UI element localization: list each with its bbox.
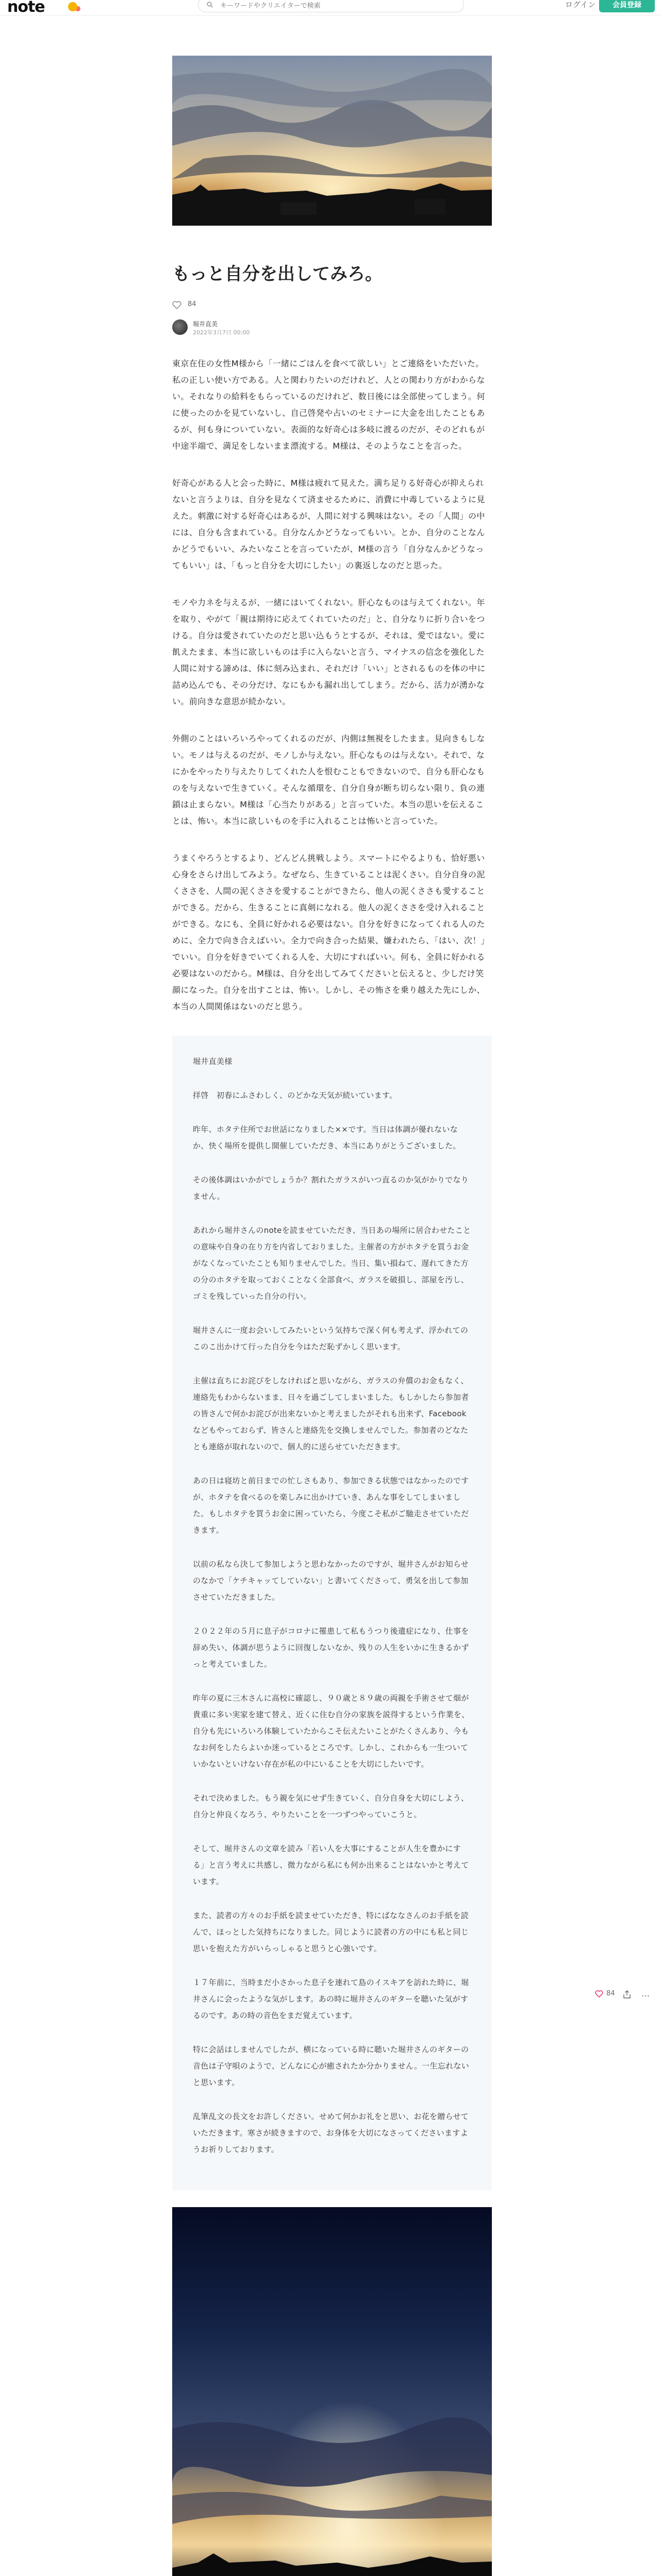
avatar[interactable] [172,319,188,335]
article-body [172,355,492,1015]
letter-paragraph: その後体調はいかがでしょうか？割れたガラスがいつ直るのか気がかりでなりません。 [193,1175,469,1201]
search-input[interactable] [219,1,448,11]
like-count: 84 [188,300,196,308]
heart-icon[interactable] [595,1990,603,1997]
body-paragraph: うまくやろうとするより、どんどん挑戦しよう。スマートにやるよりも、恰好悪い心身をさらけ出してみよう。なぜなら、生きていることは泥くさい。自分自身の泥くささを、人間の泥くささを愛することができたら、他人の泥くささも愛することができる。だから、生きることに真剣になれる。他人の泥くささを受け入れることができる。なにも、全員に好かれる必要はない。自分を好きになってくれる人のために、全力で向き合えばいい。全力で向き合った結果、嫌われたら、「はい、次！」でいい。自分を好きでいてくれる人を、大切にすればいい。何も、全員に好かれる必要はないのだから。M様は、自分を出してみてくださいと伝えると、少しだけ笑顔になった。自分を出すことは、怖い。しかし、その怖さを乗り越えた先にしか、本当の人間関係はないのだと思う。 [172,853,490,1011]
like-row [172,300,492,310]
logo-mark-icon [68,2,77,11]
bottom-photo [172,2207,492,2576]
note-logo[interactable]: note [7,0,45,16]
header-photo [172,56,492,226]
top-header [0,0,662,15]
body-paragraph: 好奇心がある人と会った時に、M様は疲れて見えた。満ち足りる好奇心が抑えられないと言うよりは、自分を見なくて済ませるために、消費に中毒しているように見えた。刺激に対する好奇心はあるが、人間に対する興味はない。その「人間」の中には、自分も含まれている。自分なんかどうなってもいい。とか、自分のことなんかどうでもいい、みたいなことを言っていたが、M様の言う「自分なんかどうなってもいい」は、「もっと自分を大切にしたい」の裏返しなのだと思った。 [172,478,485,570]
letter-paragraph: １７年前に、当時まだ小さかった息子を連れて島のイスキアを訪れた時に、堀井さんに会ったような気がします。あの時に堀井さんのギターを聴いた気がするのです。あの時の音色をまだ覚えています。 [193,1978,469,2020]
body-paragraph: モノや力ネを与えるが、一緒にはいてくれない。肝心なものは与えてくれない。年を取り、やがて「親は期待に応えてくれていたのだ」と、自分なりに折り合いをつける。自分は愛されていたのだと思い込もうとするが、それは、愛ではない。愛に飢えたまま、本当に欲しいものは手に入らないと言う、マイナスの信念を強化した人間に対する諦めは、体に刻み込まれ、それだけ「いい」とされるものを体の中に詰め込んでも、その分だけ、なにもかも漏れ出してしまう。だから、活力が湧かない。前向きな意思が続かない。 [172,598,486,706]
article-title: もっと自分を出してみろ。 [172,264,383,284]
search-icon [207,2,213,8]
floating-like-count: 84 [606,1990,615,1997]
heart-icon[interactable] [172,301,181,309]
letter-paragraph: 堀井さんに一度お会いしてみたいという気持ちで深く何も考えず、浮かれてのこのこ出かけて行った自分を今はただ恥ずかしく思います。 [193,1326,469,1351]
floating-actions [595,1989,657,2001]
more-options-icon[interactable]: … [641,1989,650,1998]
author-info [172,319,492,337]
letter-paragraph: ２０２２年の５月に息子がコロナに罹患して私もうつり後遺症になり、仕事を辞め失い、体調が思うように回復しないなか、残りの人生をいかに生きるかずっと考えていました。 [193,1626,469,1669]
signup-button[interactable]: 会員登録 [599,0,655,12]
letter-paragraph: そして、堀井さんの文章を読み「若い人を大事にすることが人生を豊かにする」と言う考えに共感し、微力ながら私にも何か出来ることはないかと考えています。 [193,1844,469,1886]
search-bar[interactable] [198,0,464,12]
letter-paragraph: 堀井直美様 [193,1057,233,1066]
letter-quote [172,1036,492,2191]
letter-paragraph: また、読者の方々のお手紙を読ませていただき、特にばななさんのお手紙を読んで、ほっとした気持ちになりました。同じように読者の方の中にも私と同じ思いを抱えた方がいらっしゃると思うと心強いです。 [193,1911,469,1953]
letter-paragraph: 特に会話はしませんでしたが、横になっている時に聴いた堀井さんのギターの音色は子守唄のようで、どんなに心が癒されたか分かりません。一生忘れないと思います。 [193,2045,470,2087]
letter-paragraph: 昨年、ホタテ住所でお世話になりました××です。当日は体調が優れないなか、快く場所を提供し開催していただき、本当にありがとうございました。 [193,1125,461,1150]
author-name[interactable]: 堀井直美 [193,320,218,328]
body-paragraph: 東京在住の女性M様から「一緒にごはんを食べて欲しい」とご連絡をいただいた。私の正しい使い方である。人と関わりたいのだけれど、人との関わり方がわからない。それなりの給料をもらっているのだけれど、数日後には全部使ってしまう。何に使ったのかを見ていないし、自己啓発や占いのセミナーに大金を出したこともあるが、何も身についていない。表面的な好奇心は多岐に渡るのだが、そのどれもが中途半端で、満足をしないまま漂流する。M様は、そのようなことを言った。 [172,359,485,451]
letter-paragraph: 昨年の夏に三木さんに高校に確認し、９０歳と８９歳の両親を手術させて畑が貴重に多い実家を建て替え、近くに住む自分の家族を説得するという作業を、自分も先にいろいろ体験していたからこそ伝えたいことがたくさんあり、今もなお何をしたらよいか迷っているところです。しかし、これからも一生ついていかないといけない存在が私の中にいることを大切にしたいです。 [193,1693,470,1769]
body-paragraph: 外側のことはいろいろやってくれるのだが、内側は無視をしたまま。見向きもしない。モノは与えるのだが、モノしか与えない。肝心なものは与えない。それで、なにかをやったり与えたりしてくれた人を恨むこともできないので、自分も肝心なものを与えないで生きていく。そんな循環を、自分自身が断ち切らない限り、負の連鎖は止まらない。M様は「心当たりがある」と言っていた。本当の思いを伝えることは、怖い。本当に欲しいものを手に入れることは怖いと言っていた。 [172,734,485,826]
article [172,56,492,2576]
login-link[interactable]: ログイン [565,0,596,9]
letter-paragraph: それで決めました。もう親を気にせず生きていく、自分自身を大切にしよう、自分と仲良くなろう、やりたいことを一つずつやっていこうと。 [193,1793,469,1819]
share-icon[interactable] [623,1990,631,1998]
letter-paragraph: 主催は直ちにお詫びをしなければと思いながら、ガラスの弁償のお金もなく、連絡先もわからないまま、日々を過ごしてしまいました。もしかしたら参加者の皆さんで何かお詫びが出来ないかと考えましたがそれも出来ず、Facebookなどもやっておらず、皆さんと連絡先を交換しませんでした。参加者のどなたとも連絡が取れないので、個人的に送らせていただきます。 [193,1376,469,1451]
letter-paragraph: あの日は寝坊と前日までの忙しさもあり、参加できる状態ではなかったのですが、ホタテを食べるのを楽しみに出かけていき、あんな事をしてしまいました。もしホタテを買うお金に困っていたら、今度こそ私がご馳走させていただきます。 [193,1476,469,1535]
letter-paragraph: 以前の私なら決して参加しようと思わなかったのですが、堀井さんがお知らせのなかで「ケチキャッてしていない」と書いてくださって、勇気を出して参加させていただきました。 [193,1560,469,1602]
letter-paragraph: あれから堀井さんのnoteを読ませていただき、当日あの場所に居合わせたことの意味や自身の在り方を内省しておりました。主催者の方がホタテを買うお金がなくなっていたことも知りませんでした。当日、集い損ねて、遅れてきた方の分のホタテを取っておくことなく全部食べ、ガラスを破損し、部屋を汚し、ゴミを残していった自分の行い。 [193,1226,471,1301]
letter-paragraph: 拝啓 初春にふさわしく、のどかな天気が続いています。 [193,1091,398,1100]
post-date: 2022年3月7日 00:00 [193,329,250,336]
letter-paragraph: 乱筆乱文の長文をお許しください。せめて何かお礼をと思い、お花を贈らせていただきます。寒さが続きますので、お身体を大切になさってくださいますようお祈りしております。 [193,2112,469,2154]
